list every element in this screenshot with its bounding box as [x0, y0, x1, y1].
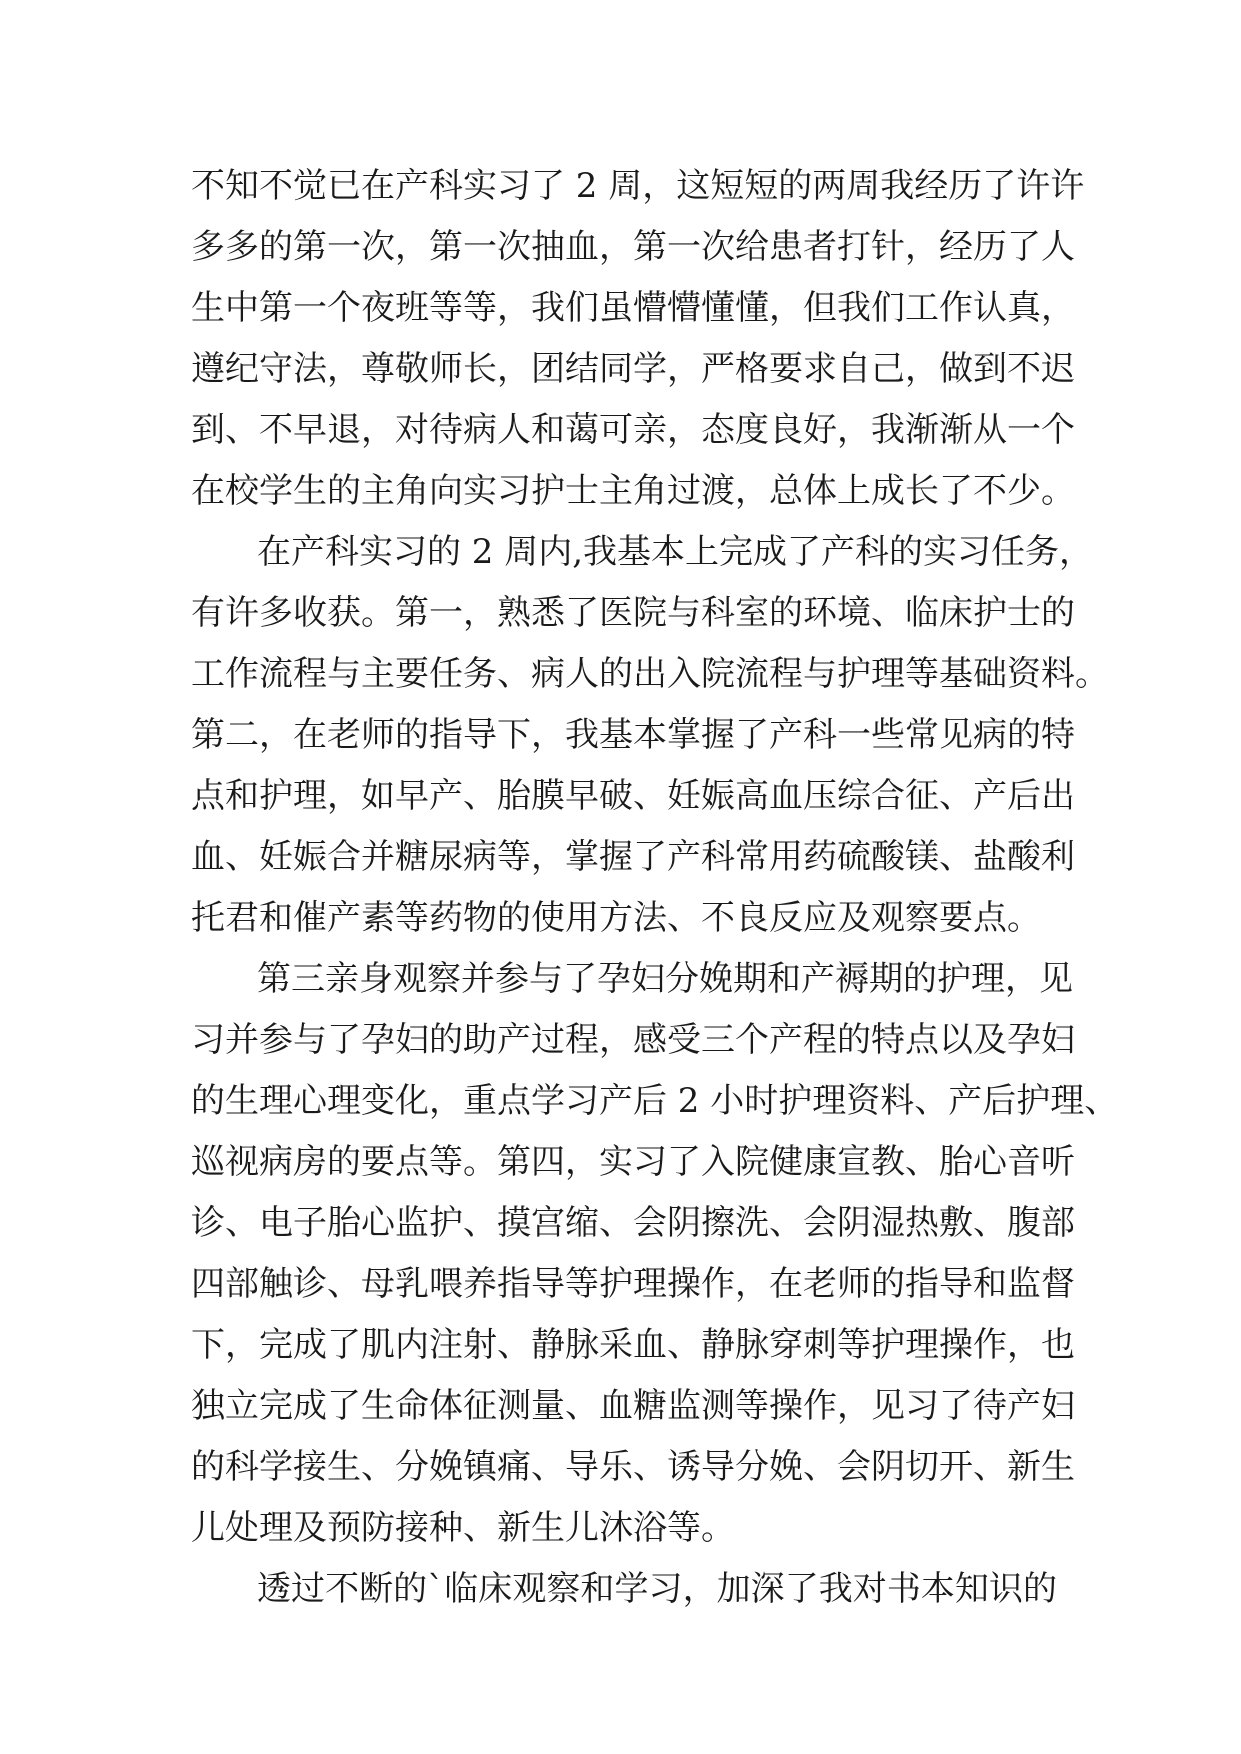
paragraph-1-line-3: 生中第一个夜班等等，我们虽懵懵懂懂，但我们工作认真，: [191, 288, 1075, 328]
paragraph-2-line-7: 托君和催产素等药物的使用方法、不良反应及观察要点。: [191, 898, 1041, 938]
paragraph-1-line-1: 不知不觉已在产科实习了 2 周，这短短的两周我经历了许许: [191, 166, 1085, 206]
paragraph-2-line-4: 第二，在老师的指导下，我基本掌握了产科一些常见病的特: [191, 715, 1075, 755]
paragraph-2-line-5: 点和护理，如早产、胎膜早破、妊娠高血压综合征、产后出: [191, 776, 1075, 816]
paragraph-1-line-2: 多多的第一次，第一次抽血，第一次给患者打针，经历了人: [191, 227, 1075, 267]
document-body: [191, 156, 1119, 1620]
paragraph-3-line-3: 的生理心理变化，重点学习产后 2 小时护理资料、产后护理、: [191, 1081, 1119, 1121]
paragraph-3-line-7: 下，完成了肌内注射、静脉采血、静脉穿刺等护理操作，也: [191, 1325, 1075, 1365]
paragraph-1-line-5: 到、不早退，对待病人和蔼可亲，态度良好，我渐渐从一个: [191, 410, 1075, 450]
paragraph-1-line-6: 在校学生的主角向实习护士主角过渡，总体上成长了不少。: [191, 471, 1075, 511]
paragraph-3-line-5: 诊、电子胎心监护、摸宫缩、会阴擦洗、会阴湿热敷、腹部: [191, 1203, 1075, 1243]
paragraph-3-line-10: 儿处理及预防接种、新生儿沐浴等。: [191, 1508, 735, 1548]
paragraph-3-line-2: 习并参与了孕妇的助产过程，感受三个产程的特点以及孕妇: [191, 1020, 1075, 1060]
paragraph-2-line-3: 工作流程与主要任务、病人的出入院流程与护理等基础资料。: [191, 654, 1109, 694]
paragraph-3-line-1: 第三亲身观察并参与了孕妇分娩期和产褥期的护理，见: [257, 959, 1073, 999]
paragraph-3-line-8: 独立完成了生命体征测量、血糖监测等操作，见习了待产妇: [191, 1386, 1075, 1426]
paragraph-2-line-2: 有许多收获。第一，熟悉了医院与科室的环境、临床护士的: [191, 593, 1075, 633]
paragraph-2-line-6: 血、妊娠合并糖尿病等，掌握了产科常用药硫酸镁、盐酸利: [191, 837, 1075, 877]
paragraph-4-line-1: 透过不断的`临床观察和学习，加深了我对书本知识的: [257, 1569, 1057, 1609]
paragraph-3-line-6: 四部触诊、母乳喂养指导等护理操作，在老师的指导和监督: [191, 1264, 1075, 1304]
paragraph-3-line-9: 的科学接生、分娩镇痛、导乐、诱导分娩、会阴切开、新生: [191, 1447, 1075, 1487]
paragraph-2-line-1: 在产科实习的 2 周内,我基本上完成了产科的实习任务，: [257, 532, 1094, 572]
paragraph-3-line-4: 巡视病房的要点等。第四，实习了入院健康宣教、胎心音听: [191, 1142, 1075, 1182]
paragraph-1-line-4: 遵纪守法，尊敬师长，团结同学，严格要求自己，做到不迟: [191, 349, 1075, 389]
